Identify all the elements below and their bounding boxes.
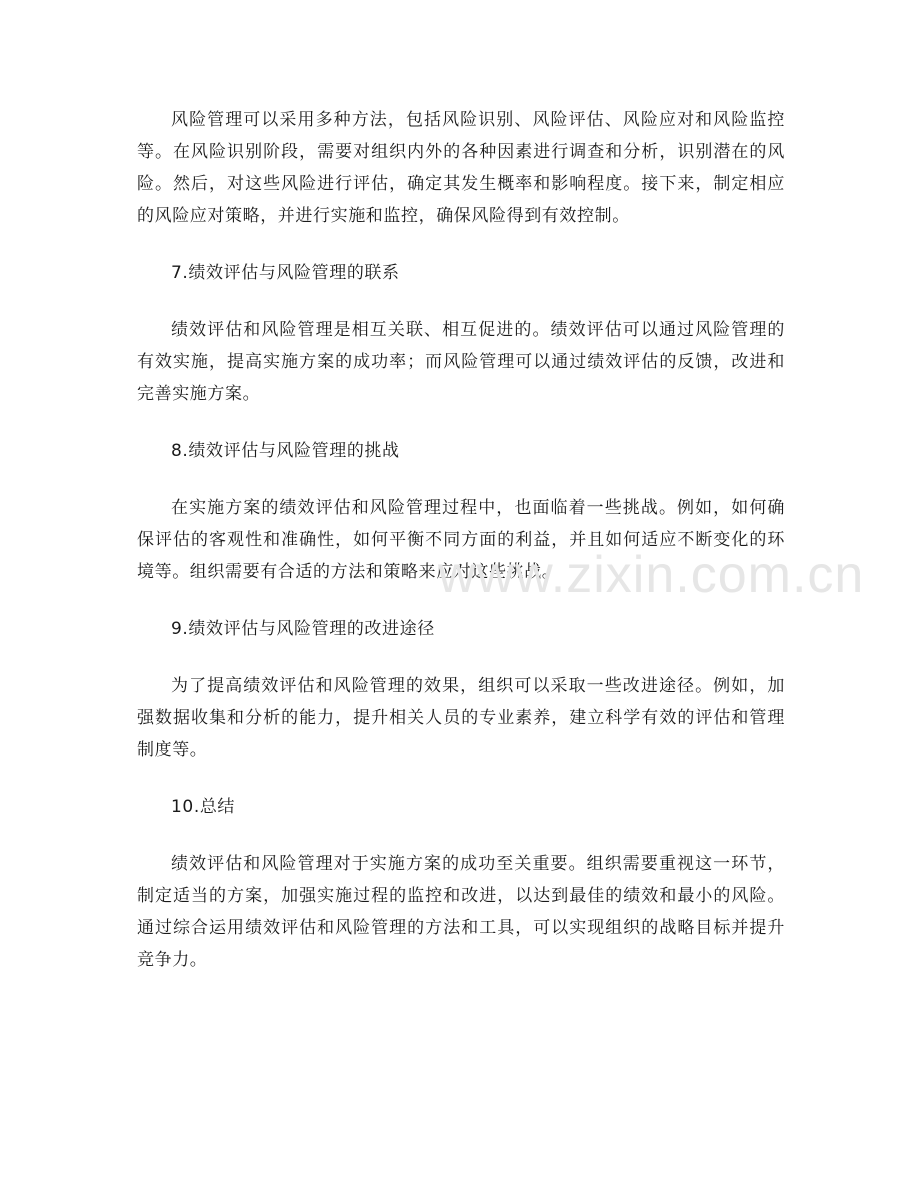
heading-section-8: 8.绩效评估与风险管理的挑战	[171, 441, 400, 461]
heading-section-9: 9.绩效评估与风险管理的改进途径	[171, 619, 435, 639]
paragraph-section-9: 为了提高绩效评估和风险管理的效果，组织可以采取一些改进途径。例如，加强数据收集和分析的能力，提升相关人员的专业素养，建立科学有效的评估和管理制度等。	[137, 676, 785, 760]
paragraph-section-8: 在实施方案的绩效评估和风险管理过程中，也面临着一些挑战。例如，如何确保评估的客观性和准确性，如何平衡不同方面的利益，并且如何适应不断变化的环境等。组织需要有合适的方法和策略来应对这些挑战。	[137, 498, 785, 582]
paragraph-section-10: 绩效评估和风险管理对于实施方案的成功至关重要。组织需要重视这一环节，制定适当的方案，加强实施过程的监控和改进，以达到最佳的绩效和最小的风险。通过综合运用绩效评估和风险管理的方法和工具，可以实现组织的战略目标并提升竞争力。	[137, 854, 785, 970]
heading-section-7: 7.绩效评估与风险管理的联系	[171, 263, 400, 283]
heading-section-10: 10.总结	[171, 797, 236, 817]
watermark: www.zixin.com.cn	[438, 546, 865, 604]
paragraph-section-7: 绩效评估和风险管理是相互关联、相互促进的。绩效评估可以通过风险管理的有效实施，提高实施方案的成功率；而风险管理可以通过绩效评估的反馈，改进和完善实施方案。	[137, 320, 785, 404]
document-body	[137, 104, 785, 976]
paragraph-risk-methods: 风险管理可以采用多种方法，包括风险识别、风险评估、风险应对和风险监控等。在风险识别阶段，需要对组织内外的各种因素进行调查和分析，识别潜在的风险。然后，对这些风险进行评估，确定其发生概率和影响程度。接下来，制定相应的风险应对策略，并进行实施和监控，确保风险得到有效控制。	[137, 110, 785, 226]
